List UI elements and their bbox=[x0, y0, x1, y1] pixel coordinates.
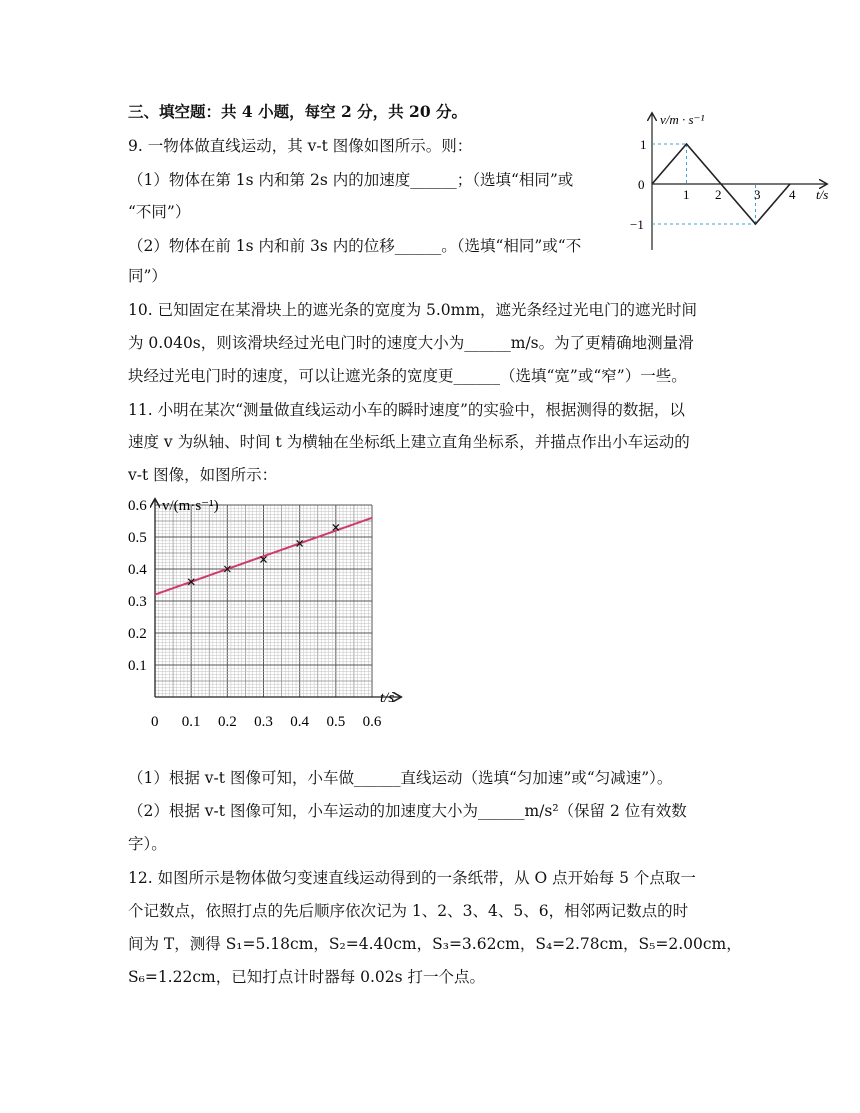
q12-line3: 间为 T，测得 S₁=5.18cm，S₂=4.40cm，S₃=3.62cm，S₄=2.78cm，S₅=2.00cm， bbox=[128, 935, 742, 953]
q11-x-tick-label: 0.1 bbox=[181, 714, 201, 730]
q11-y-tick-label: 0.5 bbox=[128, 530, 147, 546]
section-title: 三、填空题：共 4 小题，每空 2 分，共 20 分。 bbox=[128, 102, 468, 121]
q11-x-tick-label: 0.4 bbox=[290, 714, 310, 730]
q9-part1-line2: “不同”） bbox=[128, 203, 191, 221]
q12-line2: 个记数点，依照打点的先后顺序依次记为 1、2、3、4、5、6，相邻两记数点的时 bbox=[128, 902, 689, 920]
q9-x-tick-label: 4 bbox=[789, 187, 796, 202]
q9-origin-label: 0 bbox=[638, 177, 645, 192]
q9-part2-line2: 同”） bbox=[128, 267, 167, 285]
q11-x-tick-label: 0.3 bbox=[254, 714, 273, 730]
q11-line2: 速度 v 为纵轴、时间 t 为横轴在坐标纸上建立直角坐标系，并描点作出小车运动的 bbox=[128, 433, 690, 451]
q11-y-axis-label: v/(m·s⁻¹) bbox=[162, 498, 219, 514]
q9-stem: 9. 一物体做直线运动，其 v-t 图像如图所示。则： bbox=[128, 137, 473, 155]
q9-y-tick-label: 1 bbox=[640, 137, 647, 152]
q9-y-axis-label: v/m · s⁻¹ bbox=[660, 112, 705, 127]
q11-y-tick-label: 0.4 bbox=[128, 562, 147, 578]
q11-y-tick-label: 0.3 bbox=[128, 594, 147, 610]
q10-line2: 为 0.040s，则该滑块经过光电门时的速度大小为______m/s。为了更精确地测量滑 bbox=[128, 334, 694, 352]
q11-line1: 11. 小明在某次“测量做直线运动小车的瞬时速度”的实验中，根据测得的数据，以 bbox=[128, 401, 685, 419]
q11-part2-line1: （2）根据 v-t 图像可知，小车运动的加速度大小为______m/s²（保留 2 位有效数 bbox=[128, 802, 687, 820]
q9-part1-line1: （1）物体在第 1s 内和第 2s 内的加速度______；（选填“相同”或 bbox=[128, 171, 574, 189]
q9-part2-line1: （2）物体在前 1s 内和前 3s 内的位移______。（选填“相同”或“不 bbox=[128, 237, 582, 255]
q11-x-tick-label: 0.6 bbox=[362, 714, 382, 730]
q9-x-tick-label: 2 bbox=[715, 187, 722, 202]
q9-x-axis-label: t/s bbox=[816, 187, 829, 202]
q11-y-tick-label: 0.6 bbox=[128, 498, 147, 514]
q9-vt-graph bbox=[630, 108, 835, 258]
q9-x-tick-label: 1 bbox=[683, 187, 690, 202]
q11-vt-graph bbox=[118, 492, 418, 732]
q11-origin-label: 0 bbox=[151, 714, 159, 730]
q11-y-tick-label: 0.1 bbox=[128, 658, 147, 674]
q10-line3: 块经过光电门时的速度，可以让遮光条的宽度更______（选填“宽”或“窄”）一些。 bbox=[128, 367, 687, 385]
q11-part2-line2: 字）。 bbox=[128, 835, 167, 853]
q11-part1: （1）根据 v-t 图像可知，小车做______直线运动（选填“匀加速”或“匀减速”）。 bbox=[128, 769, 673, 787]
q11-x-tick-label: 0.2 bbox=[217, 714, 237, 730]
q10-line1: 10. 已知固定在某滑块上的遮光条的宽度为 5.0mm，遮光条经过光电门的遮光时间 bbox=[128, 301, 698, 319]
q12-line1: 12. 如图所示是物体做匀变速直线运动得到的一条纸带，从 O 点开始每 5 个点取一 bbox=[128, 869, 696, 887]
q12-line4: S₆=1.22cm，已知打点计时器每 0.02s 打一个点。 bbox=[128, 968, 486, 986]
q11-x-tick-label: 0.5 bbox=[326, 714, 346, 730]
q9-y-tick-label: −1 bbox=[630, 217, 644, 232]
q11-y-tick-label: 0.2 bbox=[128, 626, 147, 642]
q9-x-tick-label: 3 bbox=[754, 187, 761, 202]
q11-x-axis-label: t/s bbox=[380, 690, 395, 706]
q11-line3: v-t 图像，如图所示： bbox=[128, 466, 278, 484]
